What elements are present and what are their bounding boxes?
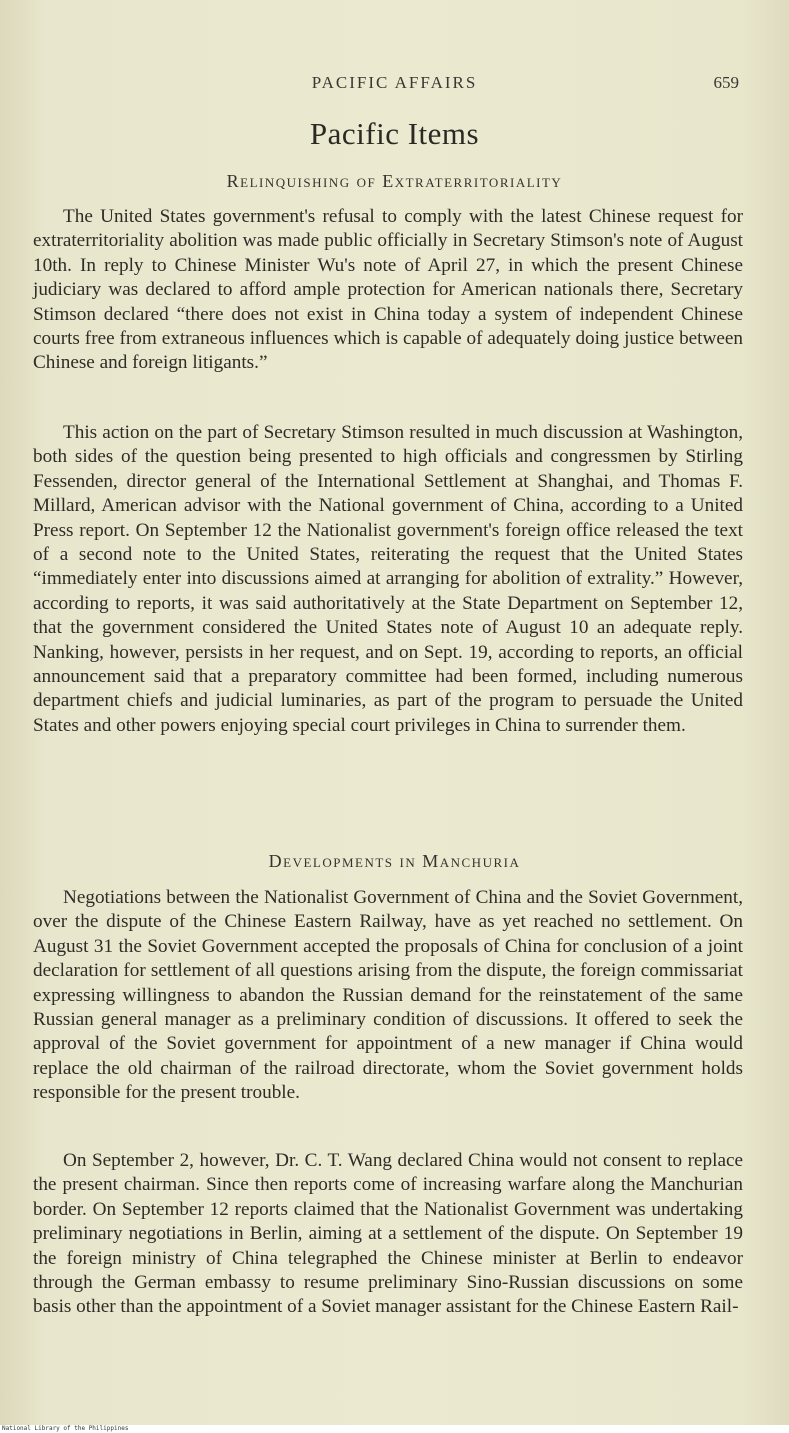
paragraph-manchuria-2: On September 2, however, Dr. C. T. Wang declared China would not consent to replace the present chairman. Since then reports come of increasing warfare along the Manchurian border. On September 12 reports claimed that the Nationalist Government was undertaking preliminary negotiations in Berlin, aiming at a settlement of the dispute. On September 19 the foreign ministry of China telegraphed the Chinese minister at Berlin to endeavor through the German embassy to resume preliminary Sino-Russian discussions on some basis other than the appointment of a Soviet manager assistant for the Chinese Eastern Rail- xyxy=(33,1150,743,1318)
footer-bar xyxy=(0,1425,789,1433)
article-title: Pacific Items xyxy=(309,116,480,151)
footer-credit: National Library of the Philippines xyxy=(2,1425,129,1432)
paragraph-extraterritoriality-1: The United States government's refusal to comply with the latest Chinese request for extraterritoriality abolition was made public officially in Secretary Stimson's note of August 10th. In reply to Chinese Minister Wu's note of April 27, in which the present Chinese judiciary was declared to afford ample protection for American nationals there, Secretary Stimson declared “there does not exist in China today a system of independent Chinese courts free from extraneous influences which is capable of adequately doing justice between Chinese and foreign litigants.” xyxy=(33,206,743,374)
section-heading-extraterritoriality: Relinquishing of Extraterritoriality xyxy=(226,171,563,191)
running-head-title: PACIFIC AFFAIRS xyxy=(311,73,478,92)
paragraph-manchuria-1: Negotiations between the Nationalist Government of China and the Soviet Government, over the dispute of the Chinese Eastern Railway, have as yet reached no settlement. On August 31 the Soviet Government accepted the proposals of China for conclusion of a joint declaration for settlement of all questions arising from the dispute, the foreign commissariat expressing willingness to abandon the Russian demand for the reinstatement of the same Russian general manager as a preliminary condition of discussions. It offered to seek the approval of the Soviet government for appointment of a new manager if China would replace the old chairman of the railroad directorate, whom the Soviet government holds responsible for the present trouble. xyxy=(33,887,743,1104)
paragraph-extraterritoriality-2: This action on the part of Secretary Stimson resulted in much discussion at Washington, both sides of the question being presented to high officials and congressmen by Stirling Fessenden, director general of the International Settlement at Shanghai, and Thomas F. Millard, American advisor with the National government of China, according to a United Press report. On September 12 the Nationalist government's foreign office released the text of a second note to the United States, reiterating the request that the United States “immediately enter into discussions aimed at arranging for abolition of extrality.” However, according to reports, it was said authoritatively at the State Department on September 12, that the government considered the United States note of August 10 an adequate reply. Nanking, however, persists in her request, and on Sept. 19, according to reports, an official announcement said that a preparatory committee had been formed, including numerous department chiefs and judicial luminaries, as part of the program to persuade the United States and other powers enjoying special court privileges in China to surrender them. xyxy=(33,422,743,736)
page-number: 659 xyxy=(713,73,739,92)
section-heading-manchuria: Developments in Manchuria xyxy=(268,851,521,871)
running-head xyxy=(0,73,789,97)
